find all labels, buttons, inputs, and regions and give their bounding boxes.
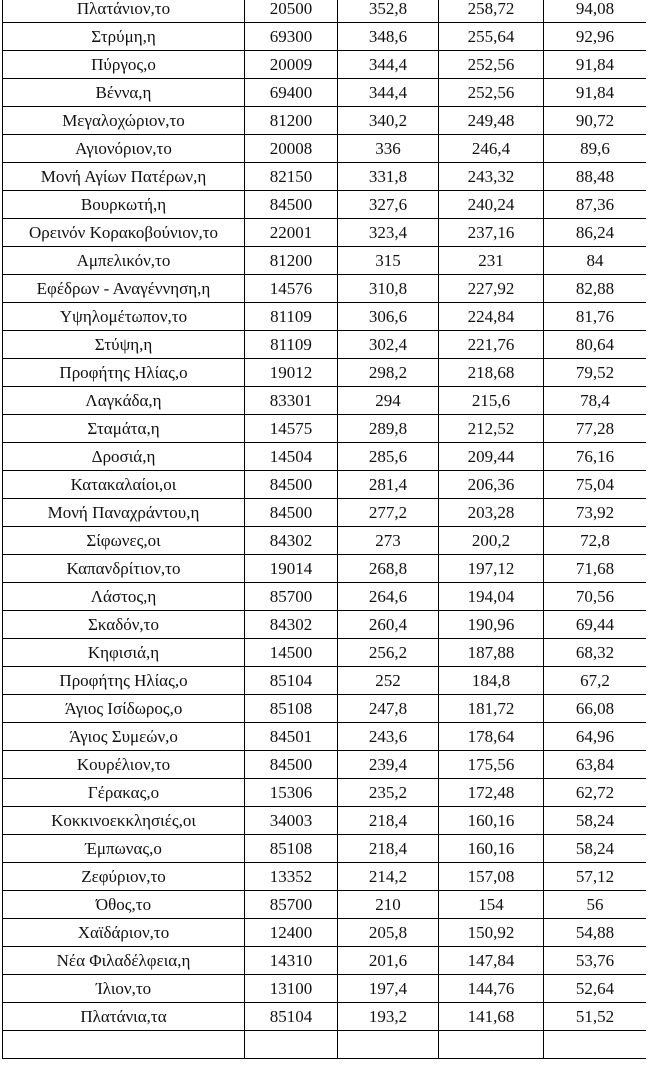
value-3-cell: 69,44 — [544, 611, 647, 639]
table-row — [3, 975, 647, 1003]
value-1-cell: 193,2 — [338, 1003, 439, 1031]
table-row — [3, 527, 647, 555]
value-1-cell: 260,4 — [338, 611, 439, 639]
postal-code-cell: 84500 — [245, 191, 338, 219]
value-1-cell — [338, 1031, 439, 1059]
value-1-cell: 327,6 — [338, 191, 439, 219]
value-1-cell: 264,6 — [338, 583, 439, 611]
value-2-cell: 144,76 — [439, 975, 544, 1003]
locality-cell: Προφήτης Ηλίας,ο — [3, 359, 245, 387]
value-3-cell: 78,4 — [544, 387, 647, 415]
value-3-cell: 62,72 — [544, 779, 647, 807]
value-3-cell: 58,24 — [544, 807, 647, 835]
value-2-cell: 249,48 — [439, 107, 544, 135]
value-3-cell: 54,88 — [544, 919, 647, 947]
table-row — [3, 583, 647, 611]
table-row — [3, 639, 647, 667]
locality-cell: Άγιος Συμεών,ο — [3, 723, 245, 751]
value-1-cell: 289,8 — [338, 415, 439, 443]
value-2-cell: 255,64 — [439, 23, 544, 51]
value-3-cell: 91,84 — [544, 79, 647, 107]
value-1-cell: 201,6 — [338, 947, 439, 975]
locality-cell: Κοκκινοεκκλησιές,οι — [3, 807, 245, 835]
postal-code-cell: 84302 — [245, 527, 338, 555]
value-2-cell: 209,44 — [439, 443, 544, 471]
table-row — [3, 555, 647, 583]
value-3-cell: 70,56 — [544, 583, 647, 611]
value-3-cell: 81,76 — [544, 303, 647, 331]
table-row — [3, 0, 647, 23]
locality-cell: Ίλιον,το — [3, 975, 245, 1003]
postal-code-cell: 85108 — [245, 835, 338, 863]
value-3-cell: 80,64 — [544, 331, 647, 359]
postal-code-cell — [245, 1031, 338, 1059]
value-1-cell: 352,8 — [338, 0, 439, 23]
value-3-cell: 89,6 — [544, 135, 647, 163]
value-3-cell: 63,84 — [544, 751, 647, 779]
value-3-cell: 91,84 — [544, 51, 647, 79]
value-3-cell: 53,76 — [544, 947, 647, 975]
value-1-cell: 323,4 — [338, 219, 439, 247]
value-2-cell — [439, 1031, 544, 1059]
value-2-cell: 224,84 — [439, 303, 544, 331]
locality-cell: Εφέδρων - Αναγέννηση,η — [3, 275, 245, 303]
value-2-cell: 181,72 — [439, 695, 544, 723]
value-3-cell: 56 — [544, 891, 647, 919]
data-table — [2, 0, 646, 1059]
postal-code-cell: 12400 — [245, 919, 338, 947]
locality-cell: Άγιος Ισίδωρος,ο — [3, 695, 245, 723]
value-2-cell: 243,32 — [439, 163, 544, 191]
value-1-cell: 239,4 — [338, 751, 439, 779]
postal-code-cell: 85104 — [245, 1003, 338, 1031]
postal-code-cell: 15306 — [245, 779, 338, 807]
value-2-cell: 141,68 — [439, 1003, 544, 1031]
value-1-cell: 285,6 — [338, 443, 439, 471]
locality-cell: Μονή Αγίων Πατέρων,η — [3, 163, 245, 191]
value-1-cell: 243,6 — [338, 723, 439, 751]
postal-code-cell: 14500 — [245, 639, 338, 667]
locality-cell: Κηφισιά,η — [3, 639, 245, 667]
locality-cell: Λαγκάδα,η — [3, 387, 245, 415]
value-1-cell: 218,4 — [338, 807, 439, 835]
value-3-cell — [544, 1031, 647, 1059]
value-3-cell: 79,52 — [544, 359, 647, 387]
table-row — [3, 191, 647, 219]
value-1-cell: 218,4 — [338, 835, 439, 863]
postal-code-cell: 20500 — [245, 0, 338, 23]
postal-code-cell: 34003 — [245, 807, 338, 835]
value-1-cell: 235,2 — [338, 779, 439, 807]
table-row — [3, 891, 647, 919]
table-sheet — [2, 0, 646, 1071]
table-row — [3, 51, 647, 79]
table-row — [3, 1031, 647, 1059]
locality-cell: Προφήτης Ηλίας,ο — [3, 667, 245, 695]
table-row — [3, 695, 647, 723]
value-3-cell: 66,08 — [544, 695, 647, 723]
locality-cell: Σκαδόν,το — [3, 611, 245, 639]
locality-cell: Βουρκωτή,η — [3, 191, 245, 219]
table-row — [3, 247, 647, 275]
locality-cell: Πλατάνιον,το — [3, 0, 245, 23]
postal-code-cell: 85700 — [245, 583, 338, 611]
value-2-cell: 252,56 — [439, 79, 544, 107]
locality-cell: Κατακαλαίοι,οι — [3, 471, 245, 499]
value-2-cell: 150,92 — [439, 919, 544, 947]
value-1-cell: 197,4 — [338, 975, 439, 1003]
postal-code-cell: 84501 — [245, 723, 338, 751]
value-1-cell: 247,8 — [338, 695, 439, 723]
table-row — [3, 23, 647, 51]
value-2-cell: 160,16 — [439, 835, 544, 863]
table-row — [3, 331, 647, 359]
locality-cell: Αμπελικόν,το — [3, 247, 245, 275]
locality-cell: Σταμάτα,η — [3, 415, 245, 443]
locality-cell: Μεγαλοχώριον,το — [3, 107, 245, 135]
postal-code-cell: 13352 — [245, 863, 338, 891]
value-3-cell: 73,92 — [544, 499, 647, 527]
postal-code-cell: 84302 — [245, 611, 338, 639]
postal-code-cell: 85108 — [245, 695, 338, 723]
postal-code-cell: 82150 — [245, 163, 338, 191]
value-2-cell: 231 — [439, 247, 544, 275]
table-row — [3, 107, 647, 135]
locality-cell: Καπανδρίτιον,το — [3, 555, 245, 583]
value-2-cell: 160,16 — [439, 807, 544, 835]
value-3-cell: 57,12 — [544, 863, 647, 891]
postal-code-cell: 84500 — [245, 751, 338, 779]
value-1-cell: 281,4 — [338, 471, 439, 499]
value-2-cell: 240,24 — [439, 191, 544, 219]
value-1-cell: 302,4 — [338, 331, 439, 359]
value-2-cell: 203,28 — [439, 499, 544, 527]
postal-code-cell: 19014 — [245, 555, 338, 583]
locality-cell: Ζεφύριον,το — [3, 863, 245, 891]
table-row — [3, 415, 647, 443]
value-3-cell: 87,36 — [544, 191, 647, 219]
locality-cell: Πύργος,ο — [3, 51, 245, 79]
postal-code-cell: 14310 — [245, 947, 338, 975]
value-2-cell: 252,56 — [439, 51, 544, 79]
locality-cell: Αγιονόριον,το — [3, 135, 245, 163]
value-3-cell: 90,72 — [544, 107, 647, 135]
value-3-cell: 58,24 — [544, 835, 647, 863]
value-3-cell: 64,96 — [544, 723, 647, 751]
locality-cell — [3, 1031, 245, 1059]
table-row — [3, 1003, 647, 1031]
value-2-cell: 154 — [439, 891, 544, 919]
locality-cell: Βέννα,η — [3, 79, 245, 107]
table-row — [3, 303, 647, 331]
postal-code-cell: 85700 — [245, 891, 338, 919]
table-row — [3, 779, 647, 807]
value-2-cell: 157,08 — [439, 863, 544, 891]
table-body — [3, 0, 647, 1059]
postal-code-cell: 84500 — [245, 471, 338, 499]
postal-code-cell: 85104 — [245, 667, 338, 695]
locality-cell: Γέρακας,ο — [3, 779, 245, 807]
value-1-cell: 340,2 — [338, 107, 439, 135]
postal-code-cell: 84500 — [245, 499, 338, 527]
postal-code-cell: 14576 — [245, 275, 338, 303]
value-3-cell: 77,28 — [544, 415, 647, 443]
value-3-cell: 82,88 — [544, 275, 647, 303]
value-1-cell: 344,4 — [338, 79, 439, 107]
locality-cell: Μονή Παναχράντου,η — [3, 499, 245, 527]
value-2-cell: 227,92 — [439, 275, 544, 303]
locality-cell: Ορεινόν Κορακοβούνιον,το — [3, 219, 245, 247]
value-2-cell: 175,56 — [439, 751, 544, 779]
value-1-cell: 336 — [338, 135, 439, 163]
locality-cell: Έμπωνας,ο — [3, 835, 245, 863]
postal-code-cell: 81200 — [245, 247, 338, 275]
table-row — [3, 135, 647, 163]
value-2-cell: 246,4 — [439, 135, 544, 163]
locality-cell: Όθος,το — [3, 891, 245, 919]
postal-code-cell: 22001 — [245, 219, 338, 247]
locality-cell: Στύψη,η — [3, 331, 245, 359]
locality-cell: Δροσιά,η — [3, 443, 245, 471]
table-row — [3, 863, 647, 891]
table-row — [3, 807, 647, 835]
value-2-cell: 200,2 — [439, 527, 544, 555]
locality-cell: Λάστος,η — [3, 583, 245, 611]
postal-code-cell: 69300 — [245, 23, 338, 51]
value-3-cell: 88,48 — [544, 163, 647, 191]
value-2-cell: 172,48 — [439, 779, 544, 807]
value-3-cell: 68,32 — [544, 639, 647, 667]
value-3-cell: 52,64 — [544, 975, 647, 1003]
postal-code-cell: 83301 — [245, 387, 338, 415]
table-row — [3, 667, 647, 695]
table-row — [3, 835, 647, 863]
postal-code-cell: 20008 — [245, 135, 338, 163]
value-2-cell: 218,68 — [439, 359, 544, 387]
postal-code-cell: 19012 — [245, 359, 338, 387]
postal-code-cell: 14575 — [245, 415, 338, 443]
value-2-cell: 147,84 — [439, 947, 544, 975]
value-2-cell: 197,12 — [439, 555, 544, 583]
table-row — [3, 443, 647, 471]
value-2-cell: 178,64 — [439, 723, 544, 751]
value-2-cell: 215,6 — [439, 387, 544, 415]
locality-cell: Χαϊδάριον,το — [3, 919, 245, 947]
postal-code-cell: 69400 — [245, 79, 338, 107]
postal-code-cell: 81109 — [245, 303, 338, 331]
table-row — [3, 219, 647, 247]
postal-code-cell: 81109 — [245, 331, 338, 359]
value-1-cell: 205,8 — [338, 919, 439, 947]
value-2-cell: 206,36 — [439, 471, 544, 499]
value-1-cell: 310,8 — [338, 275, 439, 303]
value-1-cell: 331,8 — [338, 163, 439, 191]
value-3-cell: 86,24 — [544, 219, 647, 247]
locality-cell: Πλατάνια,τα — [3, 1003, 245, 1031]
value-2-cell: 258,72 — [439, 0, 544, 23]
value-1-cell: 273 — [338, 527, 439, 555]
value-3-cell: 76,16 — [544, 443, 647, 471]
table-row — [3, 275, 647, 303]
value-2-cell: 212,52 — [439, 415, 544, 443]
table-row — [3, 751, 647, 779]
table-row — [3, 359, 647, 387]
value-1-cell: 315 — [338, 247, 439, 275]
value-3-cell: 67,2 — [544, 667, 647, 695]
table-row — [3, 499, 647, 527]
value-1-cell: 348,6 — [338, 23, 439, 51]
locality-cell: Σίφωνες,οι — [3, 527, 245, 555]
table-row — [3, 163, 647, 191]
postal-code-cell: 13100 — [245, 975, 338, 1003]
postal-code-cell: 14504 — [245, 443, 338, 471]
table-row — [3, 387, 647, 415]
value-1-cell: 344,4 — [338, 51, 439, 79]
value-3-cell: 84 — [544, 247, 647, 275]
locality-cell: Κουρέλιον,το — [3, 751, 245, 779]
table-row — [3, 611, 647, 639]
value-1-cell: 298,2 — [338, 359, 439, 387]
value-3-cell: 75,04 — [544, 471, 647, 499]
value-1-cell: 268,8 — [338, 555, 439, 583]
value-2-cell: 237,16 — [439, 219, 544, 247]
postal-code-cell: 20009 — [245, 51, 338, 79]
value-2-cell: 184,8 — [439, 667, 544, 695]
value-1-cell: 306,6 — [338, 303, 439, 331]
locality-cell: Νέα Φιλαδέλφεια,η — [3, 947, 245, 975]
value-1-cell: 277,2 — [338, 499, 439, 527]
value-2-cell: 194,04 — [439, 583, 544, 611]
value-2-cell: 221,76 — [439, 331, 544, 359]
postal-code-cell: 81200 — [245, 107, 338, 135]
value-1-cell: 210 — [338, 891, 439, 919]
value-2-cell: 187,88 — [439, 639, 544, 667]
value-3-cell: 94,08 — [544, 0, 647, 23]
table-row — [3, 79, 647, 107]
table-row — [3, 919, 647, 947]
value-2-cell: 190,96 — [439, 611, 544, 639]
locality-cell: Υψηλομέτωπον,το — [3, 303, 245, 331]
value-1-cell: 256,2 — [338, 639, 439, 667]
value-3-cell: 51,52 — [544, 1003, 647, 1031]
table-row — [3, 947, 647, 975]
table-row — [3, 723, 647, 751]
value-1-cell: 252 — [338, 667, 439, 695]
value-3-cell: 71,68 — [544, 555, 647, 583]
value-1-cell: 214,2 — [338, 863, 439, 891]
value-3-cell: 72,8 — [544, 527, 647, 555]
value-3-cell: 92,96 — [544, 23, 647, 51]
table-row — [3, 471, 647, 499]
value-1-cell: 294 — [338, 387, 439, 415]
locality-cell: Στρύμη,η — [3, 23, 245, 51]
